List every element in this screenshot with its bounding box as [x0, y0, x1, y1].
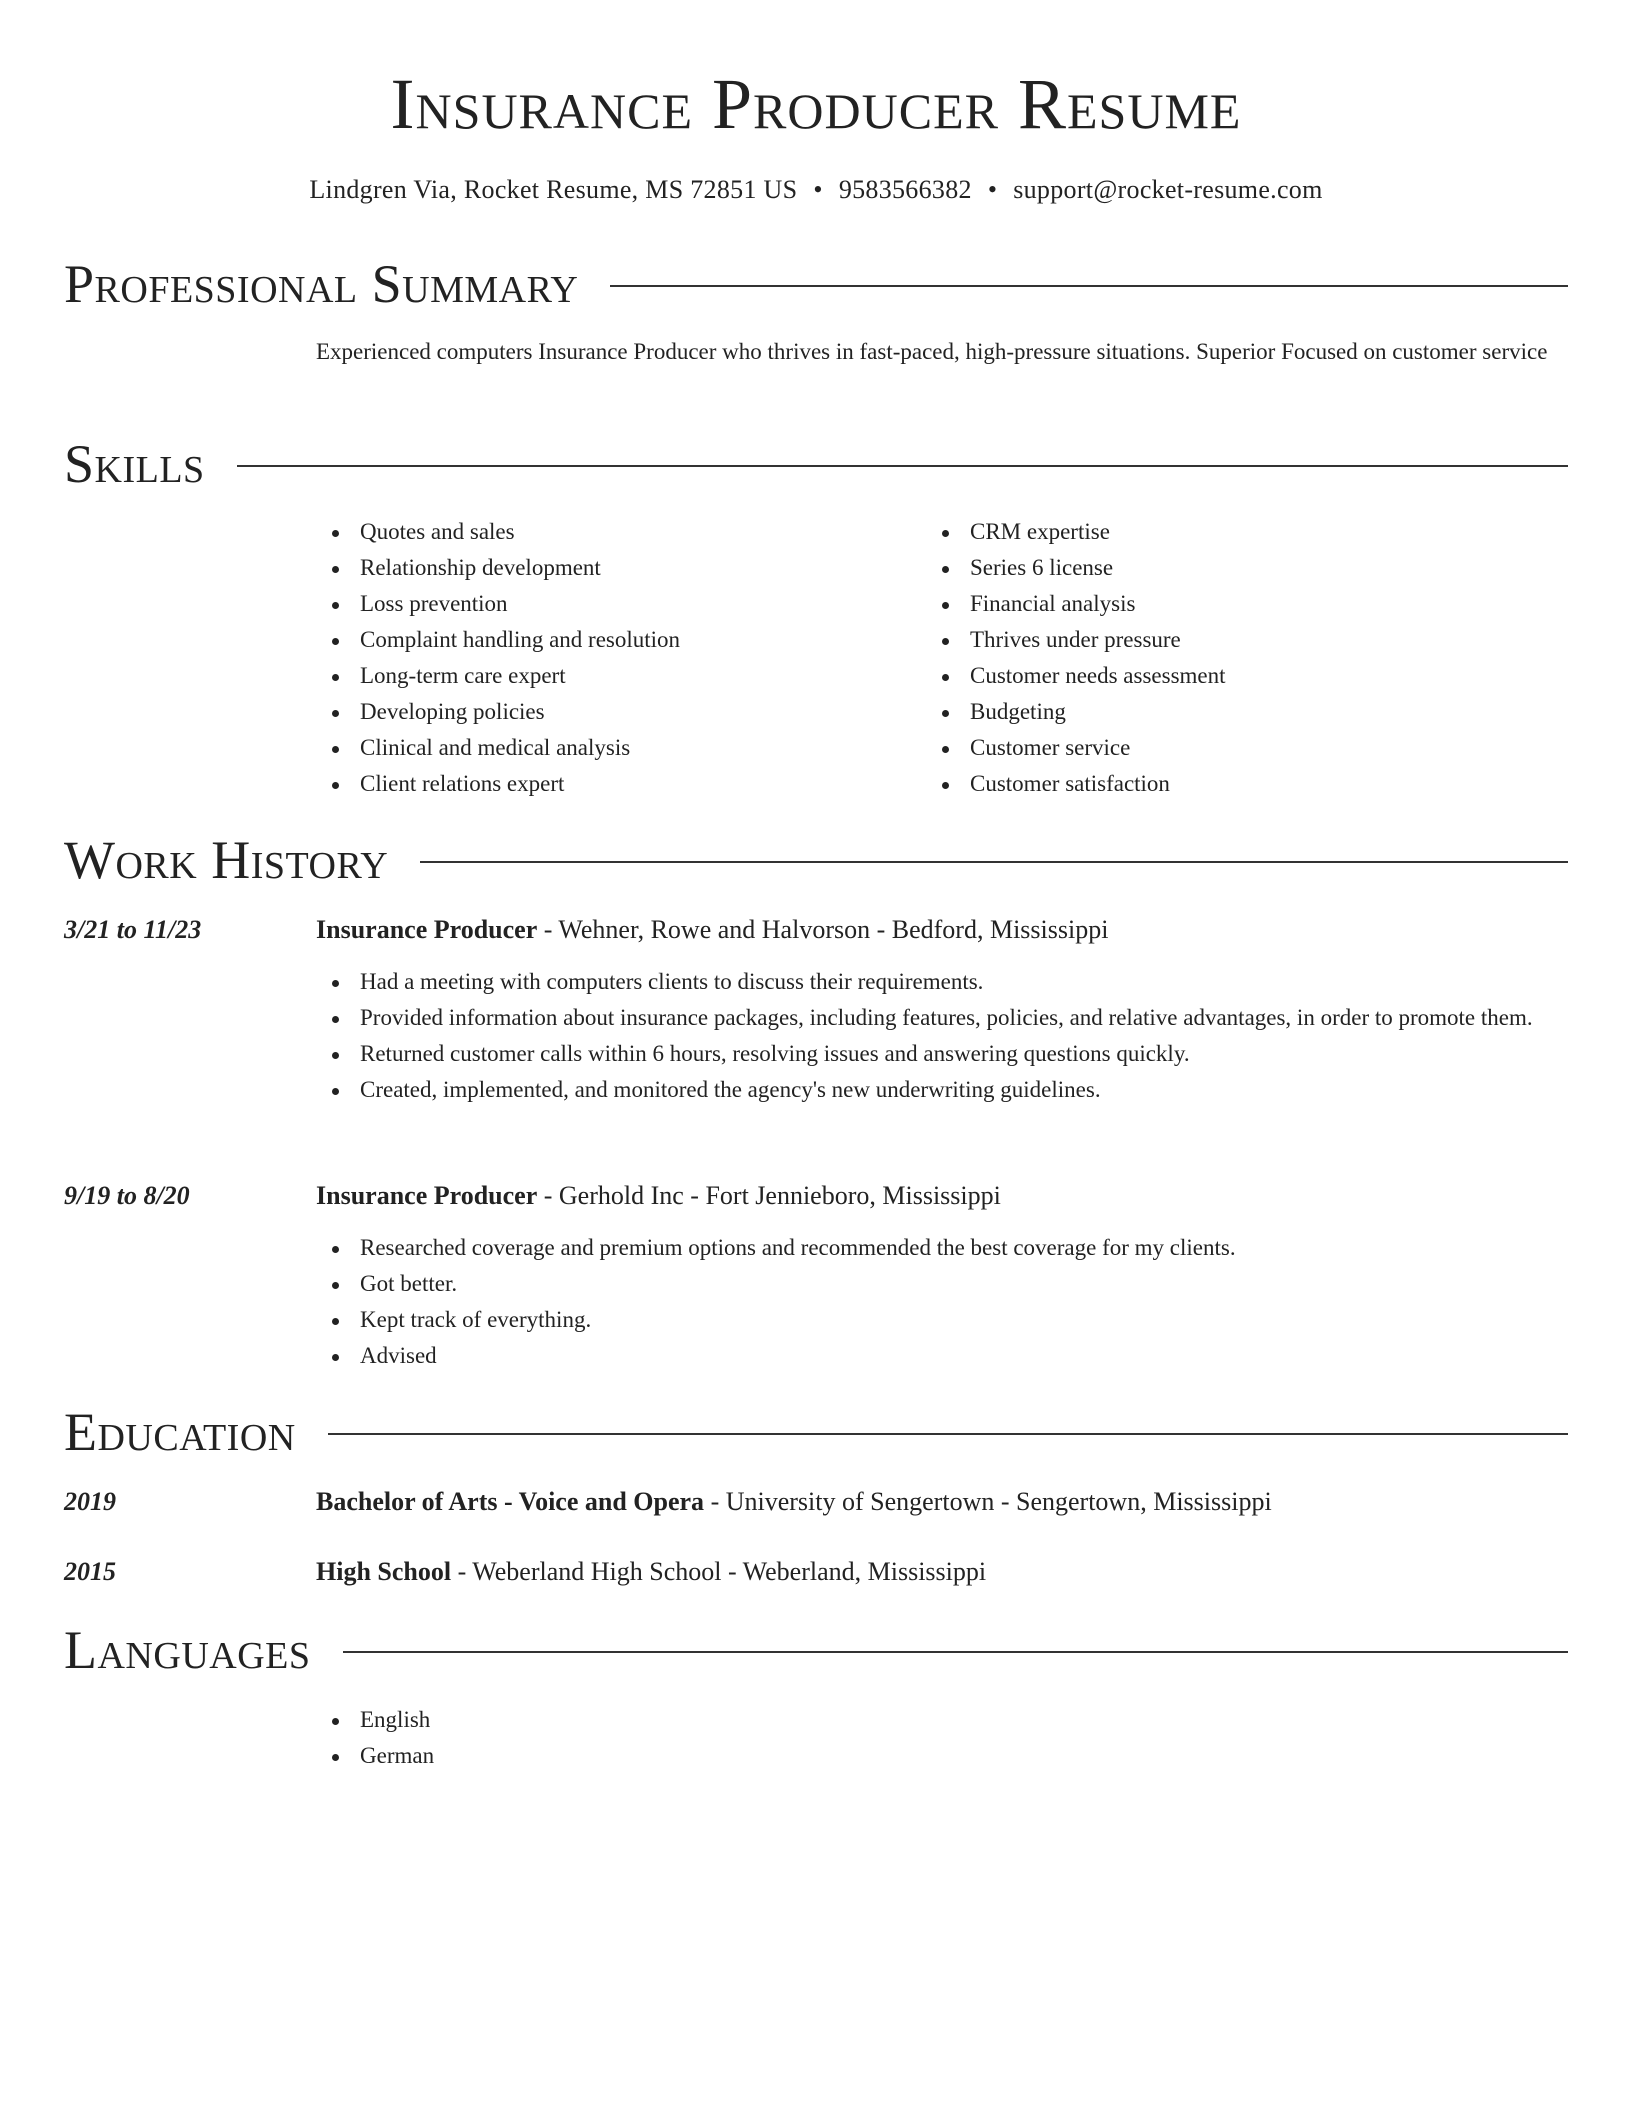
- education-heading: Education: [64, 1402, 296, 1462]
- work-section-heading: [64, 828, 1568, 892]
- job-employer: - Gerhold Inc - Fort Jennieboro, Mississippi: [537, 1181, 1001, 1210]
- job-bullets: [316, 1230, 1568, 1374]
- job-title: Insurance Producer: [316, 915, 538, 944]
- contact-separator: •: [987, 175, 998, 204]
- job-bullet: Had a meeting with computers clients to discuss their requirements.: [316, 964, 1568, 1000]
- contact-line: [0, 172, 1632, 208]
- skills-section-heading: [64, 432, 1568, 496]
- job-title: Insurance Producer: [316, 1181, 538, 1210]
- education-year: 2019: [64, 1487, 116, 1516]
- contact-separator: •: [813, 175, 823, 204]
- work-heading: Work History: [64, 830, 389, 890]
- job-title-line: [316, 1178, 1568, 1214]
- skills-heading: Skills: [64, 434, 205, 494]
- education-school: - Weberland High School - Weberland, Mississippi: [451, 1557, 987, 1586]
- summary-text: Experienced computers Insurance Producer who thrives in fast-paced, high-pressure situations. Superior Focused on customer service: [316, 339, 1548, 364]
- skill-item: Quotes and sales: [316, 514, 916, 550]
- education-entry: [316, 1484, 1568, 1520]
- education-degree: Bachelor of Arts - Voice and Opera: [316, 1487, 705, 1516]
- section-divider: [328, 1433, 1568, 1435]
- skill-item: Relationship development: [316, 550, 916, 586]
- skills-list-left: [316, 514, 916, 802]
- languages-heading: Languages: [64, 1620, 311, 1680]
- skill-item: Budgeting: [926, 694, 1526, 730]
- education-section-heading: [64, 1400, 1568, 1464]
- skill-item: Customer needs assessment: [926, 658, 1526, 694]
- section-divider: [237, 465, 1568, 467]
- skill-item: Developing policies: [316, 694, 916, 730]
- job-bullets: [316, 964, 1568, 1108]
- skill-item: Customer satisfaction: [926, 766, 1526, 802]
- job-dates: 3/21 to 11/23: [64, 915, 202, 944]
- job-bullet: Created, implemented, and monitored the agency's new underwriting guidelines.: [316, 1072, 1568, 1108]
- languages-list: [316, 1702, 1568, 1774]
- skill-item: Loss prevention: [316, 586, 916, 622]
- skill-item: Clinical and medical analysis: [316, 730, 916, 766]
- job-bullet: Got better.: [316, 1266, 1568, 1302]
- job-bullet: Advised: [316, 1338, 1568, 1374]
- education-degree: High School: [316, 1557, 452, 1586]
- section-divider: [343, 1651, 1569, 1653]
- skills-list-right: [926, 514, 1526, 802]
- education-entry: [316, 1554, 1568, 1590]
- section-divider: [610, 285, 1568, 287]
- section-divider: [420, 861, 1568, 863]
- contact-phone: 9583566382: [838, 175, 972, 204]
- summary-section-heading: [64, 252, 1568, 316]
- skill-item: Long-term care expert: [316, 658, 916, 694]
- skill-item: Series 6 license: [926, 550, 1526, 586]
- skill-item: Financial analysis: [926, 586, 1526, 622]
- languages-section-heading: [64, 1618, 1568, 1682]
- summary-heading: Professional Summary: [64, 254, 579, 314]
- job-title-line: [316, 912, 1568, 948]
- job-bullet: Returned customer calls within 6 hours, resolving issues and answering questions quickly.: [316, 1036, 1568, 1072]
- education-school: - University of Sengertown - Sengertown, Mississippi: [704, 1487, 1272, 1516]
- language-item: English: [316, 1702, 1568, 1738]
- job-bullet: Kept track of everything.: [316, 1302, 1568, 1338]
- skill-item: Thrives under pressure: [926, 622, 1526, 658]
- job-bullet: Researched coverage and premium options and recommended the best coverage for my clients.: [316, 1230, 1568, 1266]
- skill-item: CRM expertise: [926, 514, 1526, 550]
- skill-item: Customer service: [926, 730, 1526, 766]
- contact-address: Lindgren Via, Rocket Resume, MS 72851 US: [309, 175, 798, 204]
- contact-email: support@rocket-resume.com: [1013, 175, 1323, 204]
- language-item: German: [316, 1738, 1568, 1774]
- job-bullet: Provided information about insurance packages, including features, policies, and relative advantages, in order to promote them.: [316, 1000, 1568, 1036]
- job-dates: 9/19 to 8/20: [64, 1181, 190, 1210]
- education-year: 2015: [64, 1557, 116, 1586]
- skill-item: Complaint handling and resolution: [316, 622, 916, 658]
- job-employer: - Wehner, Rowe and Halvorson - Bedford, Mississippi: [537, 915, 1109, 944]
- skill-item: Client relations expert: [316, 766, 916, 802]
- resume-title: Insurance Producer Resume: [390, 64, 1242, 144]
